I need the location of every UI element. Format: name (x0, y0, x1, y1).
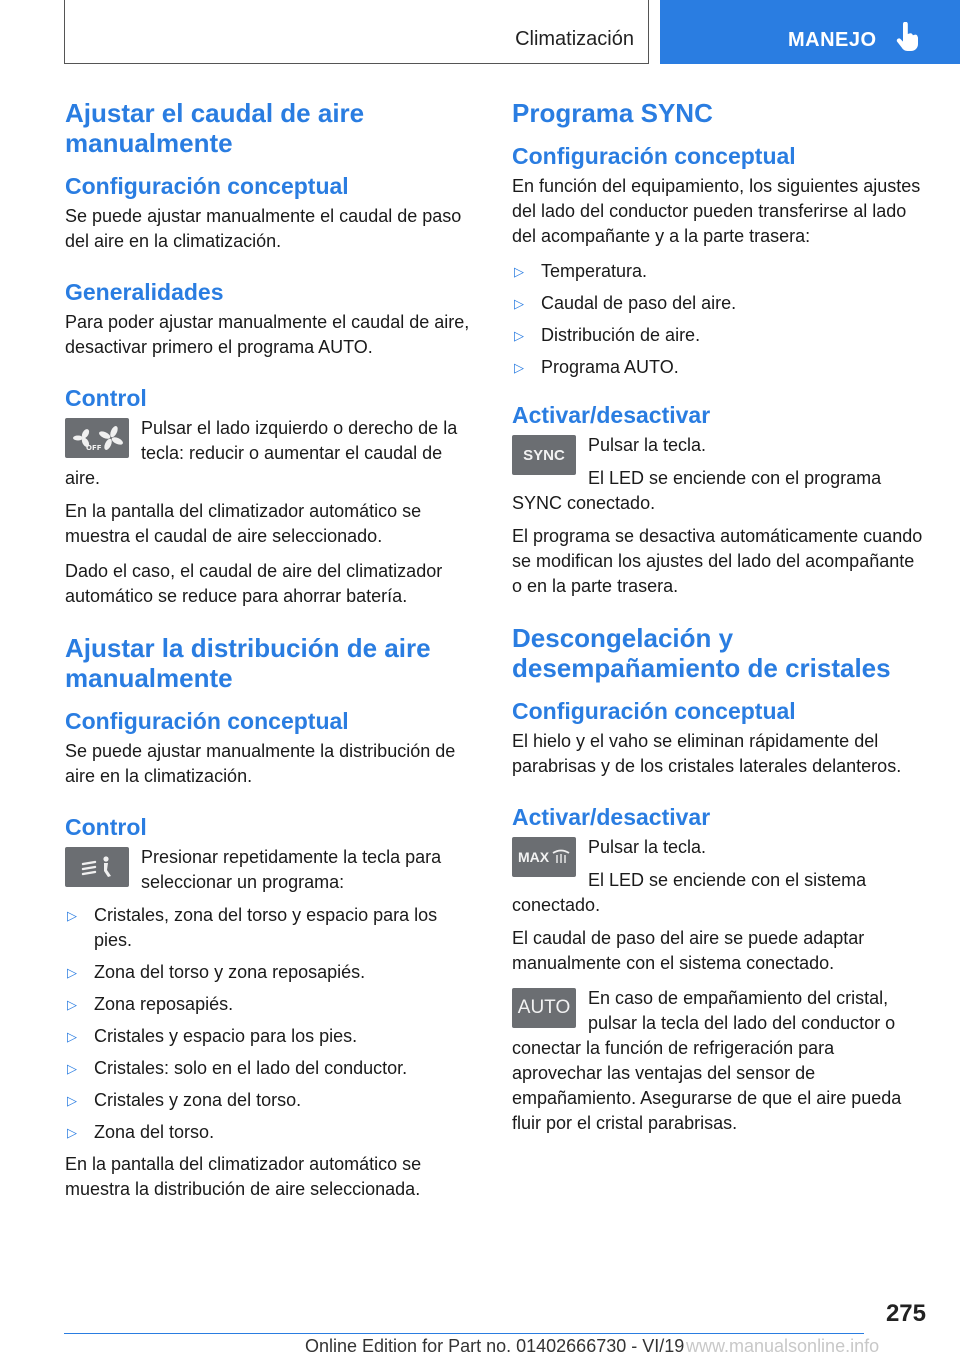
paragraph-distribution-control: Presionar repetidamente la tecla para seleccionar un programa: (141, 847, 442, 892)
list-item: ▷ Programa AUTO. (512, 355, 928, 380)
paragraph-concept: Se puede ajustar manualmente el caudal de paso del aire en la climatización. (65, 206, 462, 251)
heading-general: Generalidades (65, 279, 224, 305)
heading-concept-2: Configuración conceptual (65, 708, 349, 734)
heading-activate-2: Activar/desactivar (512, 804, 711, 830)
paragraph-press-2: Pulsar la tecla. (588, 837, 707, 857)
heading-concept-sync: Configuración conceptual (512, 143, 796, 169)
list-item: ▷ Temperatura. (512, 259, 928, 284)
triangle-bullet-icon: ▷ (67, 1061, 77, 1076)
auto-control-block (512, 986, 928, 1136)
list-item: ▷ Cristales, zona del torso y espacio para los pies. (67, 905, 438, 950)
paragraph-display-2: En la pantalla del climatizador automático se muestra la distribución de aire seleccionada. (65, 1154, 422, 1199)
paragraph-display: En la pantalla del climatizador automático se muestra el caudal de aire seleccionado. (65, 501, 422, 546)
right-column (512, 98, 928, 1144)
paragraph-defrost-concept: El hielo y el vaho se eliminan rápidamente del parabrisas y de los cristales laterales delanteros. (512, 731, 902, 776)
triangle-bullet-icon: ▷ (514, 360, 524, 375)
paragraph-battery: Dado el caso, el caudal de aire del climatizador automático se reduce para ahorrar batería. (65, 561, 443, 606)
list-item: ▷ Zona del torso. (65, 1120, 479, 1145)
triangle-bullet-icon: ▷ (67, 1125, 77, 1140)
footer-rule (64, 1333, 864, 1334)
paragraph-press: Pulsar la tecla. (588, 435, 707, 455)
heading-activate: Activar/desactivar (512, 402, 711, 428)
triangle-bullet-icon: ▷ (67, 1093, 77, 1108)
sync-list (512, 259, 928, 380)
heading-distribution: Ajustar la distribución de aire manualmente (65, 633, 431, 693)
paragraph-concept-2: Se puede ajustar manualmente la distribución de aire en la climatización. (65, 741, 456, 786)
watermark-text: www.manualsonline.info (686, 1336, 880, 1356)
paragraph-sync-concept: En función del equipamiento, los siguientes ajustes del lado del conductor pueden transferirse al lado del acompañante y a la parte trasera: (512, 176, 921, 246)
heading-defrost: Descongelación y desempañamiento de cristales (512, 623, 891, 683)
paragraph-led-max: El LED se enciende con el sistema conectado. (512, 870, 867, 915)
list-item: ▷ Zona reposapiés. (65, 992, 479, 1017)
auto-button-icon: AUTO (512, 988, 576, 1028)
sync-button-icon: SYNC (512, 435, 576, 475)
distribution-control-block (65, 845, 479, 895)
list-item: ▷ Caudal de paso del aire. (512, 291, 928, 316)
air-distribution-button-icon (65, 847, 129, 887)
tab-label: MANEJO (788, 29, 877, 51)
paragraph-fog: En caso de empañamiento del cristal, pulsar la tecla del lado del conductor o conectar la función de refrigeración para aprovechar las ventajas del sensor de empañamiento. Asegurarse de que el aire pueda fluir por el cristal parabrisas. (512, 988, 902, 1133)
max-control-block (512, 835, 928, 918)
heading-concept: Configuración conceptual (65, 173, 349, 199)
paragraph-fan-control: Pulsar el lado izquierdo o derecho de la tecla: reducir o aumentar el caudal de aire. (65, 418, 458, 488)
triangle-bullet-icon: ▷ (67, 1029, 77, 1044)
heading-sync: Programa SYNC (512, 98, 713, 128)
list-item: ▷ Cristales y espacio para los pies. (65, 1024, 479, 1049)
list-item: ▷ Zona del torso y zona reposapiés. (65, 960, 479, 985)
heading-airflow: Ajustar el caudal de aire manualmente (65, 98, 365, 158)
fan-button-icon (65, 418, 129, 458)
paragraph-adapt: El caudal de paso del aire se puede adaptar manualmente con el sistema conectado. (512, 928, 865, 973)
heading-concept-defrost: Configuración conceptual (512, 698, 796, 724)
triangle-bullet-icon: ▷ (514, 328, 524, 343)
hand-pointer-icon (894, 22, 920, 52)
section-title: Climatización (515, 28, 634, 50)
heading-control-2: Control (65, 814, 147, 840)
fan-control-block (65, 416, 479, 491)
paragraph-general: Para poder ajustar manualmente el caudal de aire, desactivar primero el programa AUTO. (65, 312, 470, 357)
paragraph-led-sync: El LED se enciende con el programa SYNC conectado. (512, 468, 882, 513)
triangle-bullet-icon: ▷ (67, 965, 77, 980)
left-column (65, 98, 479, 1212)
triangle-bullet-icon: ▷ (67, 997, 77, 1012)
triangle-bullet-icon: ▷ (514, 264, 524, 279)
max-defrost-button-icon: MAX (512, 837, 576, 877)
edition-text: Online Edition for Part no. 01402666730 - VI/19 (305, 1336, 685, 1356)
tab-manejo[interactable] (660, 0, 960, 64)
page-number: 275 (885, 1300, 926, 1327)
list-item: ▷ Cristales: solo en el lado del conductor. (65, 1056, 479, 1081)
list-item: ▷ Distribución de aire. (512, 323, 928, 348)
triangle-bullet-icon: ▷ (67, 908, 77, 923)
program-list (65, 903, 479, 1145)
paragraph-sync-off: El programa se desactiva automáticamente cuando se modifican los ajustes del lado del acompañante o en la parte trasera. (512, 526, 923, 596)
sync-control-block (512, 433, 928, 516)
list-item: ▷ Cristales y zona del torso. (65, 1088, 479, 1113)
svg-text:OFF: OFF (86, 444, 102, 452)
triangle-bullet-icon: ▷ (514, 296, 524, 311)
heading-control: Control (65, 385, 147, 411)
header-box (64, 0, 649, 64)
